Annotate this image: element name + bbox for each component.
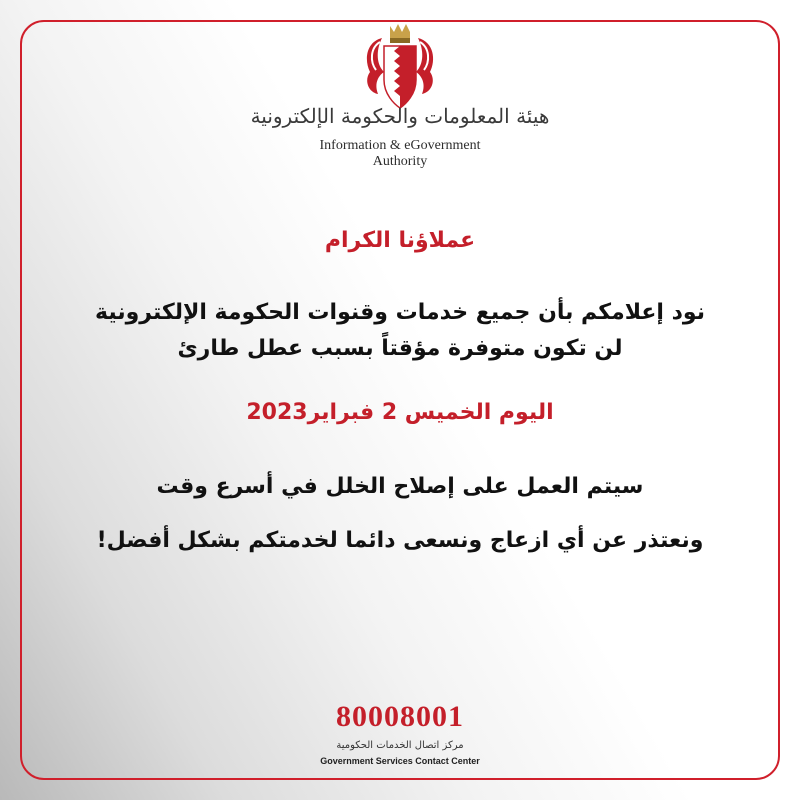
message-line-4: ونعتذر عن أي ازعاج ونسعى دائما لخدمتكم بشكل أفضل! (96, 528, 704, 553)
message-line-3: سيتم العمل على إصلاح الخلل في أسرع وقت (156, 474, 644, 499)
bahrain-emblem-icon (360, 20, 440, 112)
message-line-2: لن تكون متوفرة مؤقتاً بسبب عطل طارئ (177, 336, 623, 361)
announcement-date: اليوم الخميس 2 فبراير2023 (246, 400, 554, 425)
contact-phone-number: 80008001 (336, 700, 464, 733)
authority-name-line1: Information & eGovernment (319, 138, 481, 153)
authority-name-line2: Authority (372, 154, 428, 169)
authority-name-arabic: هيئة المعلومات والحكومة الإلكترونية (250, 104, 550, 128)
greeting-heading: عملاؤنا الكرام (324, 228, 476, 253)
message-line-1: نود إعلامكم بأن جميع خدمات وقنوات الحكومة الإلكترونية (95, 300, 705, 325)
contact-center-name-english: Government Services Contact Center (320, 756, 480, 766)
contact-center-name-arabic: مركز اتصال الخدمات الحكومية (336, 740, 464, 751)
authority-name-english (250, 138, 550, 170)
